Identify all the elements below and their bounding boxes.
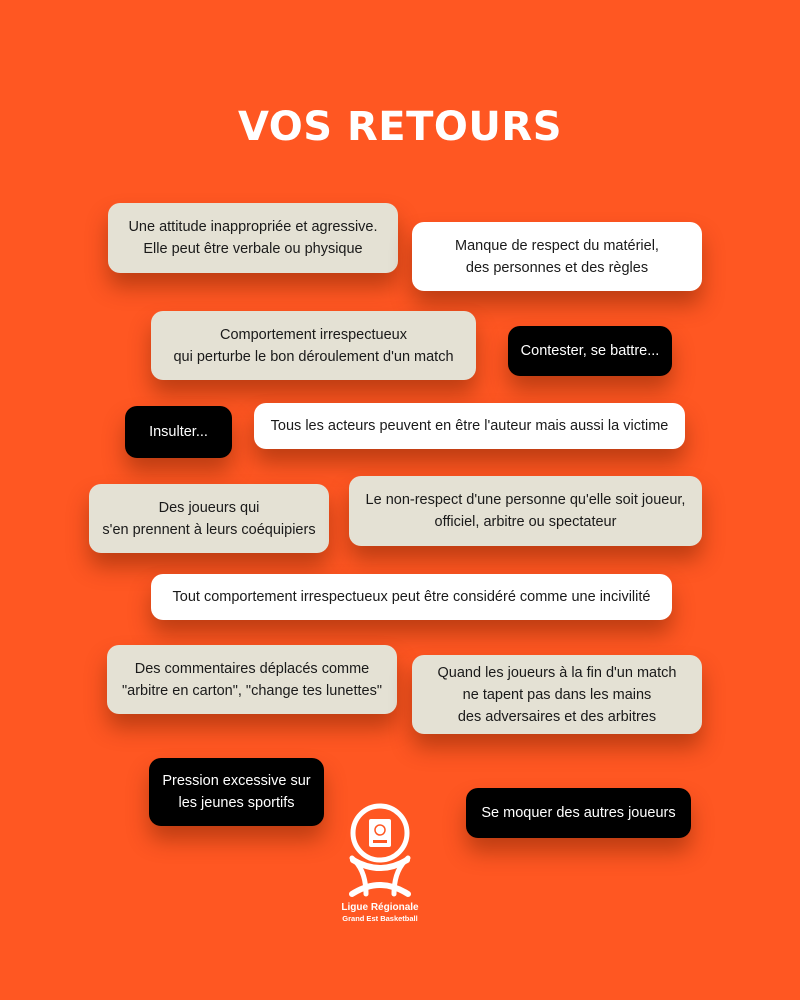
feedback-bubble-players-teammates: Des joueurs qui s'en prennent à leurs coéquipiers — [89, 484, 329, 553]
feedback-bubble-lack-of-respect: Manque de respect du matériel, des personnes et des règles — [412, 222, 702, 291]
page-title: VOS RETOURS — [238, 104, 562, 150]
feedback-bubble-non-respect-person: Le non-respect d'une personne qu'elle soit joueur, officiel, arbitre ou spectateur — [349, 476, 702, 546]
feedback-bubble-inappropriate-comments: Des commentaires déplacés comme "arbitre en carton", "change tes lunettes" — [107, 645, 397, 714]
feedback-bubble-disrespectful-behavior: Comportement irrespectueux qui perturbe le bon déroulement d'un match — [151, 311, 476, 380]
feedback-bubble-no-handshake: Quand les joueurs à la fin d'un match ne tapent pas dans les mains des adversaires et des arbitres — [412, 655, 702, 734]
feedback-bubble-mock-players: Se moquer des autres joueurs — [466, 788, 691, 838]
feedback-bubble-incivility-definition: Tout comportement irrespectueux peut être considéré comme une incivilité — [151, 574, 672, 620]
feedback-bubble-aggressive-attitude: Une attitude inappropriée et agressive. Elle peut être verbale ou physique — [108, 203, 398, 273]
logo-text-line1: Ligue Régionale — [341, 902, 419, 913]
feedback-bubble-insult: Insulter... — [125, 406, 232, 458]
feedback-bubble-all-actors: Tous les acteurs peuvent en être l'auteur mais aussi la victime — [254, 403, 685, 449]
feedback-bubble-pressure-young: Pression excessive sur les jeunes sportifs — [149, 758, 324, 826]
logo-text-line2: Grand Est Basketball — [342, 914, 418, 923]
feedback-bubble-contest-fight: Contester, se battre... — [508, 326, 672, 376]
